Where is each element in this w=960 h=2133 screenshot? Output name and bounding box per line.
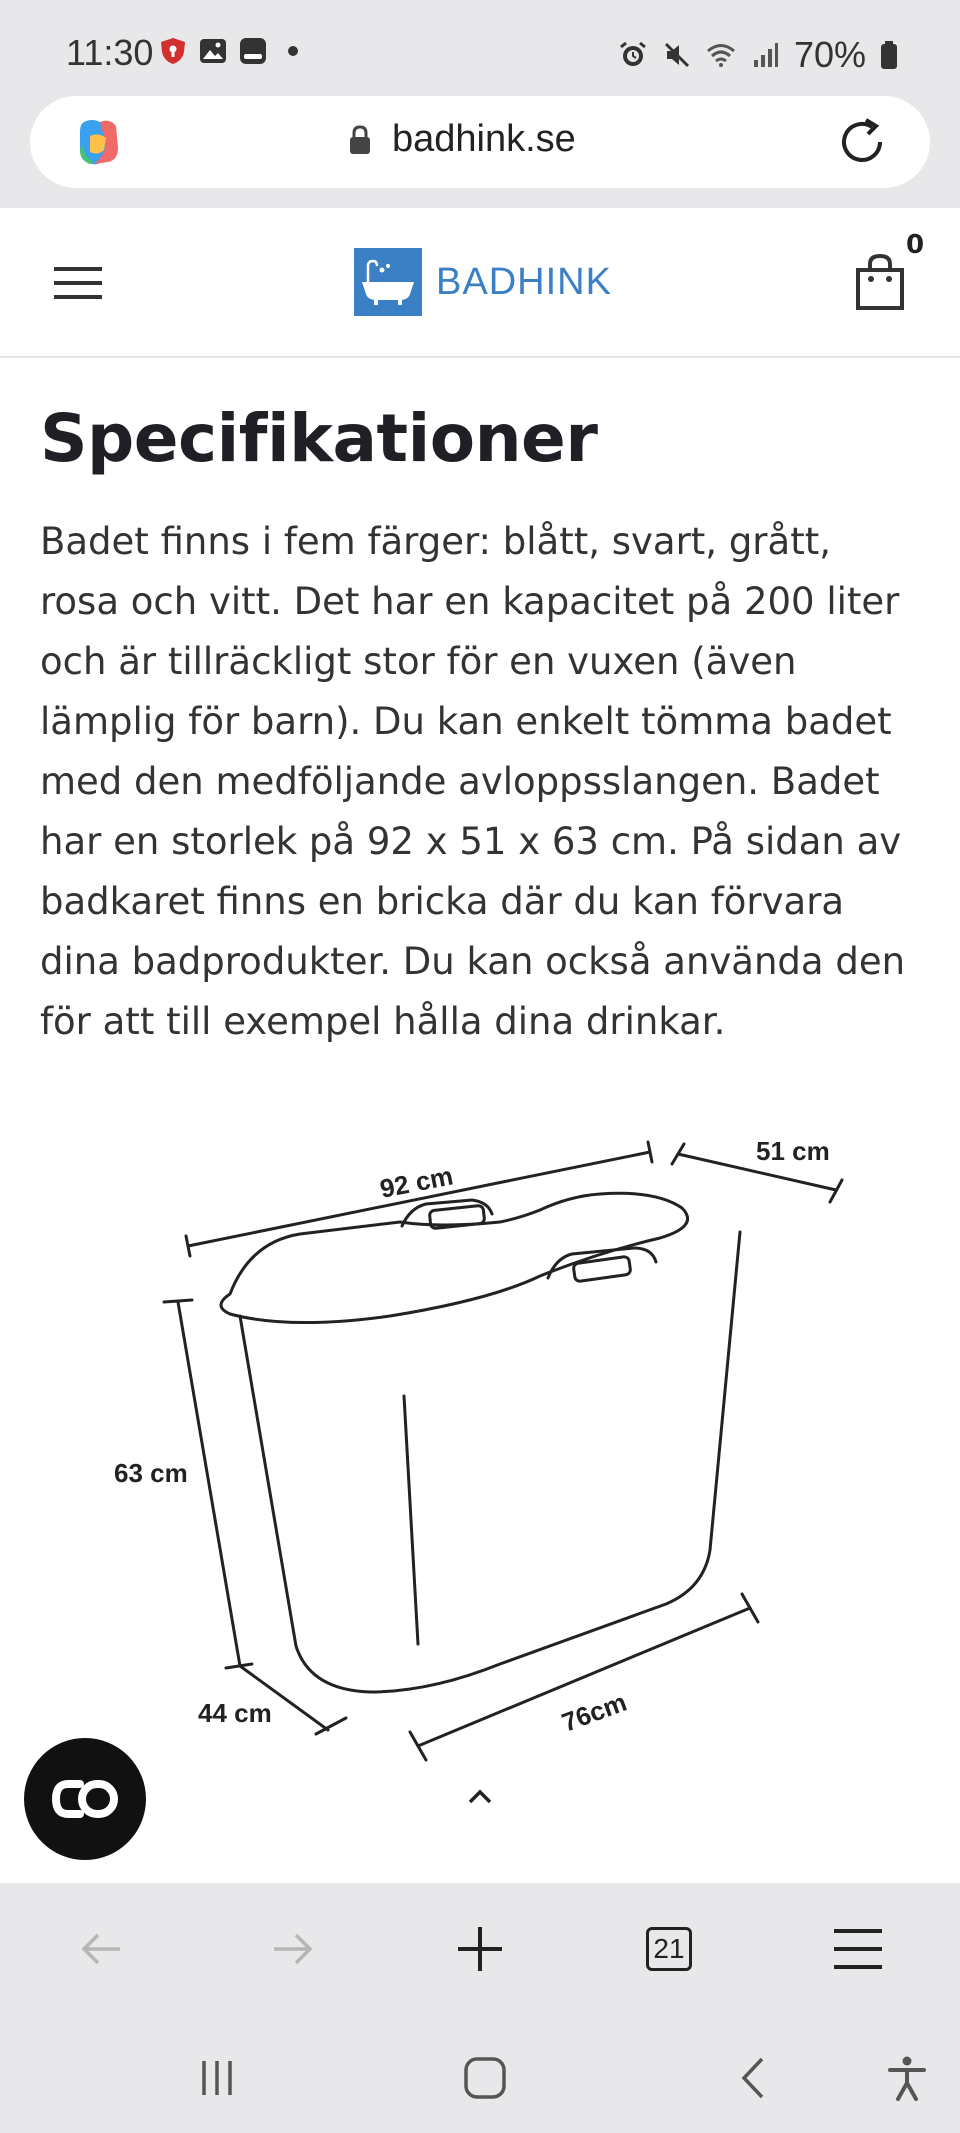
dot-icon bbox=[278, 36, 308, 66]
back-arrow-icon[interactable] bbox=[72, 1919, 132, 1979]
dim-label-76: 76cm bbox=[557, 1686, 631, 1738]
tub-front-seam bbox=[404, 1396, 418, 1644]
scroll-up-icon[interactable] bbox=[462, 1778, 498, 1814]
shield-icon bbox=[158, 36, 188, 66]
bathtub-dimension-diagram bbox=[100, 1130, 860, 1770]
shopping-bag-icon[interactable] bbox=[854, 252, 906, 312]
lock-icon bbox=[346, 124, 374, 156]
bathtub-logo-icon bbox=[354, 248, 422, 316]
dim-label-92: 92 cm bbox=[377, 1160, 456, 1204]
dim-label-63: 63 cm bbox=[114, 1458, 188, 1488]
spec-description: Badet finns i fem färger: blått, svart, grått, rosa och vitt. Det har en kapacitet på 200 liter och är tillräckligt stor för en vuxen (även lämplig för barn). Du kan enkelt tömma badet med den medföljande avloppsslangen. Badet har en storlek på 92 x 51 x 63 cm. På sidan av badkaret finns en bricka där du kan förvara dina badprodukter. Du kan också använda den för att till exempel hålla dina drinkar. bbox=[40, 520, 906, 1043]
tub-handle-front bbox=[548, 1248, 656, 1278]
battery-icon bbox=[880, 40, 898, 70]
browser-url-area bbox=[0, 96, 960, 208]
gallery-icon bbox=[198, 36, 228, 66]
menu-icon[interactable] bbox=[54, 265, 102, 301]
url-bar[interactable] bbox=[30, 96, 930, 188]
accessibility-icon[interactable] bbox=[882, 2053, 932, 2103]
reload-icon[interactable] bbox=[836, 116, 888, 168]
app-icon bbox=[238, 36, 268, 66]
site-header bbox=[0, 208, 960, 358]
tub-left-side bbox=[240, 1232, 740, 1692]
status-bar bbox=[0, 0, 960, 96]
recent-apps-icon[interactable] bbox=[192, 2053, 242, 2103]
new-tab-plus-icon[interactable] bbox=[450, 1919, 510, 1979]
copilot-icon[interactable] bbox=[70, 114, 126, 170]
url-text[interactable]: badhink.se bbox=[392, 118, 576, 160]
alarm-icon bbox=[618, 40, 648, 70]
status-time: 11:30 bbox=[66, 32, 154, 73]
tub-handle-back bbox=[402, 1200, 492, 1226]
mute-icon bbox=[662, 40, 692, 70]
dim-label-51: 51 cm bbox=[756, 1136, 830, 1166]
home-icon[interactable] bbox=[460, 2053, 510, 2103]
wifi-icon bbox=[706, 40, 736, 70]
battery-percent: 70% bbox=[793, 34, 866, 75]
browser-toolbar bbox=[0, 1883, 960, 2013]
chat-button[interactable] bbox=[24, 1738, 146, 1860]
signal-icon bbox=[750, 40, 780, 70]
logo-text: BADHINK bbox=[436, 260, 612, 303]
status-icons-right bbox=[618, 34, 898, 76]
chat-icon bbox=[24, 1738, 146, 1860]
dim-label-44: 44 cm bbox=[198, 1698, 272, 1728]
forward-arrow-icon[interactable] bbox=[262, 1919, 322, 1979]
browser-menu-icon[interactable] bbox=[828, 1919, 888, 1979]
tabs-button[interactable]: 21 bbox=[646, 1927, 692, 1971]
status-icons-left bbox=[158, 36, 308, 66]
cart-count-badge: 0 bbox=[906, 230, 925, 260]
nav-back-icon[interactable] bbox=[730, 2053, 780, 2103]
page-title: Specifikationer bbox=[40, 400, 598, 477]
system-nav-bar bbox=[0, 2013, 960, 2133]
site-logo[interactable] bbox=[354, 248, 612, 316]
